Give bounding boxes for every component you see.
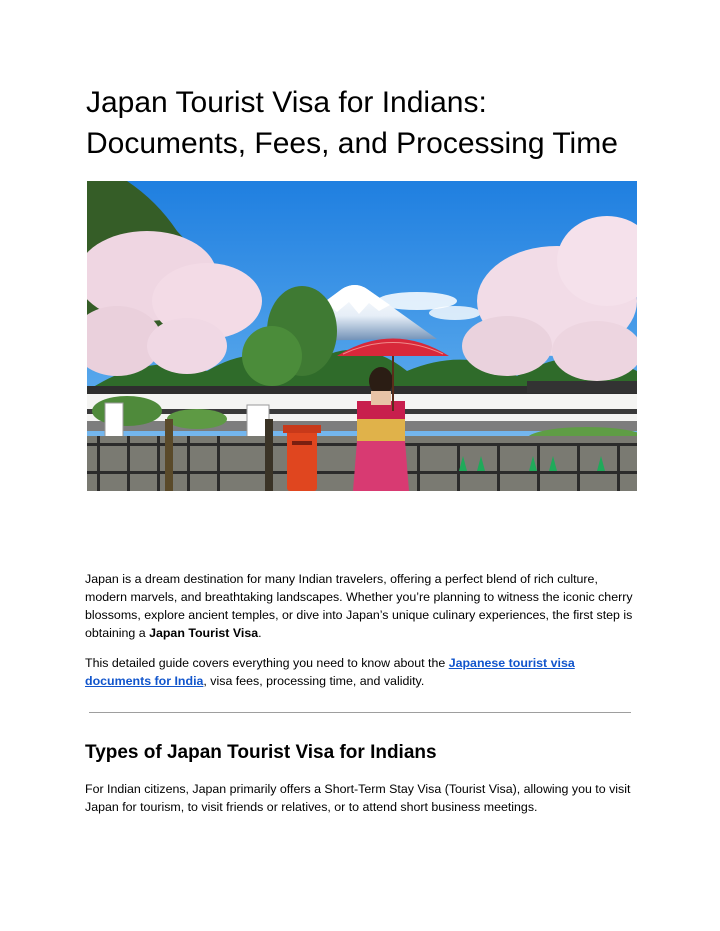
guide-paragraph — [85, 654, 637, 690]
intro-bold-text: Japan Tourist Visa — [149, 626, 259, 640]
intro-end: . — [258, 626, 262, 640]
intro-paragraph — [85, 570, 637, 642]
title-line-1: Japan Tourist Visa for Indians: — [86, 86, 487, 119]
section-paragraph: For Indian citizens, Japan primarily offers a Short-Term Stay Visa (Tourist Visa), allowing you to visit Japan for tourism, to visit friends or relatives, or to attend short business meetings. — [85, 782, 631, 814]
intro-text: Japan is a dream destination for many Indian travelers, offering a perfect blend of rich culture, modern marvels, and breathtaking landscapes. Whether you’re planning to witness the iconic cherry blossoms, explore ancient temples, or dive into Japan’s unique culinary experiences, the first step is obtaining a — [85, 572, 633, 640]
horizontal-divider — [89, 712, 631, 713]
guide-text: This detailed guide covers everything you need to know about the — [85, 656, 449, 670]
page-title — [86, 82, 666, 164]
section-heading: Types of Japan Tourist Visa for Indians — [85, 742, 437, 763]
hero-image-mount-fuji-kimono — [87, 181, 637, 491]
visa-documents-link[interactable]: Japanese tourist visa documents for India — [85, 656, 575, 688]
title-line-2: Documents, Fees, and Processing Time — [86, 127, 618, 160]
guide-text-end: , visa fees, processing time, and validity. — [203, 674, 425, 688]
